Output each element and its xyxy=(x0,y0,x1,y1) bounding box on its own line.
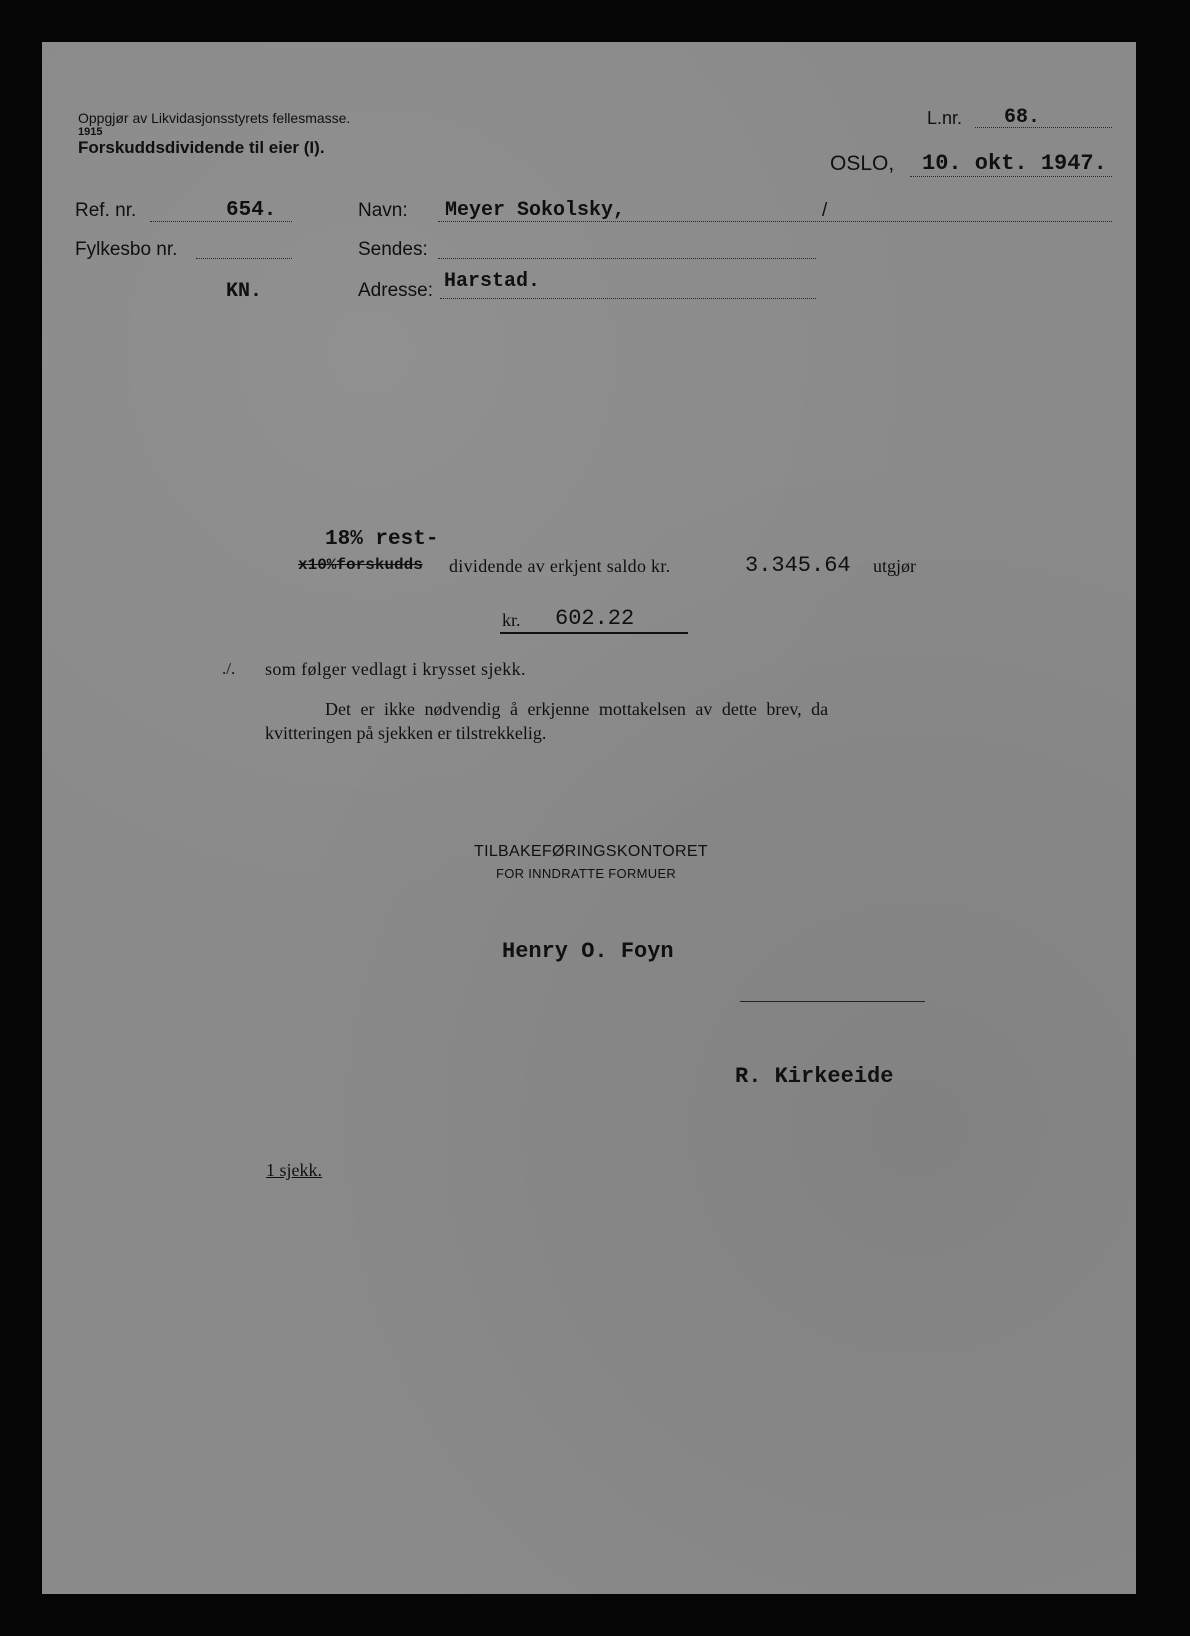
kr-underline xyxy=(500,632,688,634)
paragraph-line-1: Det er ikke nødvendig å erkjenne mottakelsen av dette brev, da xyxy=(325,699,829,719)
ref-label: Ref. nr. xyxy=(75,200,137,221)
sendes-label: Sendes: xyxy=(358,239,428,260)
signature-line xyxy=(740,1001,925,1002)
navn-label: Navn: xyxy=(358,200,408,221)
signature-first: Henry O. Foyn xyxy=(502,939,674,964)
adresse-label: Adresse: xyxy=(358,280,433,301)
document-page xyxy=(42,42,1136,1594)
lnr-value: 68. xyxy=(1004,106,1041,129)
origin-line-overtype: 1915 xyxy=(78,126,103,138)
enclosure-text: som følger vedlagt i krysset sjekk. xyxy=(265,659,526,679)
attachment-note: 1 sjekk. xyxy=(266,1160,322,1180)
dividend-overtype: 18% rest- xyxy=(325,528,439,551)
saldo-value: 3.345.64 xyxy=(745,553,851,578)
fylkesbo-label: Fylkesbo nr. xyxy=(75,239,178,260)
date-dotted-line xyxy=(910,176,1112,177)
fylkesbo-dotted-line xyxy=(196,258,292,259)
paragraph-line-2: kvitteringen på sjekken er tilstrekkelig. xyxy=(265,723,547,743)
origin-line: Oppgjør av Likvidasjonsstyrets fellesmasse. xyxy=(78,110,351,126)
kr-value: 602.22 xyxy=(555,606,635,631)
adresse-value: Harstad. xyxy=(444,270,541,293)
navn-extra-mark: / xyxy=(822,200,828,221)
office-subtitle: FOR INNDRATTE FORMUER xyxy=(496,866,677,881)
sendes-dotted-line xyxy=(438,258,816,259)
code-value: KN. xyxy=(226,280,263,303)
subject-line: Forskuddsdividende til eier (I). xyxy=(78,138,325,157)
office-name: TILBAKEFØRINGSKONTORET xyxy=(474,843,708,860)
date-value: 10. okt. 1947. xyxy=(922,151,1107,176)
dividend-struck-text: x10%forskudds xyxy=(298,556,423,574)
lnr-dotted-line xyxy=(975,127,1112,128)
kr-label: kr. xyxy=(502,610,521,630)
city-label: OSLO, xyxy=(830,152,895,175)
ref-value: 654. xyxy=(226,199,277,222)
dividend-text: dividende av erkjent saldo kr. xyxy=(449,556,671,576)
signature-second: R. Kirkeeide xyxy=(735,1064,894,1089)
enclosure-mark: ./. xyxy=(222,659,236,678)
navn-value: Meyer Sokolsky, xyxy=(445,199,626,222)
adresse-dotted-line xyxy=(440,298,816,299)
utgjor-text: utgjør xyxy=(873,556,916,576)
lnr-label: L.nr. xyxy=(927,108,963,128)
